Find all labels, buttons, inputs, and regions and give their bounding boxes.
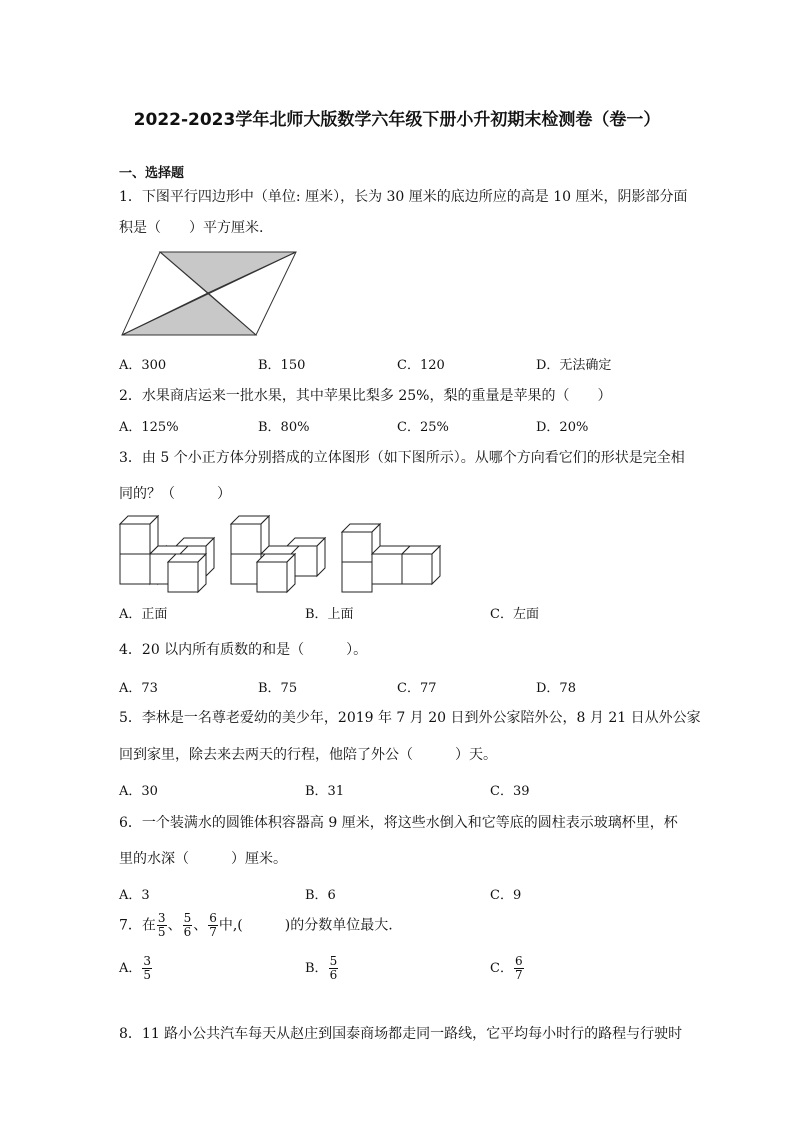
question-5-option-c[interactable]: C．39 — [490, 784, 530, 799]
question-4-option-d[interactable]: D．78 — [536, 681, 576, 696]
fraction-denominator: 7 — [514, 968, 523, 982]
question-4-option-a[interactable]: A．73 — [119, 681, 158, 696]
separator: 、 — [193, 917, 208, 934]
fraction-5-6 — [183, 912, 193, 939]
option-fraction — [142, 955, 152, 982]
question-7-prefix: 7．在 — [119, 917, 156, 934]
question-5-line-2: 回到家里，除去来去两天的行程，他陪了外公（ ）天。 — [119, 747, 497, 763]
fraction-numerator: 6 — [209, 911, 217, 925]
fraction-numerator: 3 — [143, 954, 152, 968]
question-6-option-c[interactable]: C．9 — [490, 888, 522, 903]
question-2-option-c[interactable]: C．25% — [397, 420, 449, 435]
question-3-option-c[interactable]: C．左面 — [490, 607, 539, 622]
question-2-line-1: 2．水果商店运来一批水果，其中苹果比梨多 25%，梨的重量是苹果的（ ） — [119, 388, 612, 404]
question-3-line-1: 3．由 5 个小正方体分别搭成的立体图形（如下图所示）。从哪个方向看它们的形状是完全相 — [119, 450, 685, 466]
fraction-numerator: 5 — [183, 911, 192, 925]
question-6-option-b[interactable]: B．6 — [305, 888, 336, 903]
question-5-option-a[interactable]: A．30 — [119, 784, 158, 799]
question-7-option-a[interactable] — [119, 955, 153, 982]
question-1-option-b[interactable]: B．150 — [258, 358, 306, 373]
question-5-line-1: 5．李林是一名尊老爱幼的美少年，2019 年 7 月 20 日到外公家陪外公，8 月 21 日从外公家 — [119, 710, 701, 726]
question-1-option-a[interactable]: A．300 — [119, 358, 167, 373]
question-3-line-2: 同的？（ ） — [119, 486, 231, 502]
shaded-triangle-bottom — [122, 293, 256, 335]
question-2-option-d[interactable]: D．20% — [536, 420, 589, 435]
option-fraction — [329, 955, 339, 982]
question-6-line-1: 6．一个装满水的圆锥体积容器高 9 厘米，将这些水倒入和它等底的圆柱表示玻璃杯里，杯 — [119, 815, 678, 831]
separator: 、 — [167, 917, 182, 934]
parallelogram-figure — [118, 250, 300, 340]
question-7-option-c[interactable] — [490, 955, 525, 982]
fraction-denominator: 7 — [209, 925, 217, 939]
question-6-line-2: 里的水深（ ）厘米。 — [119, 851, 287, 867]
fraction-6-7 — [208, 912, 218, 939]
fraction-numerator: 6 — [514, 954, 523, 968]
page-title: 2022-2023学年北师大版数学六年级下册小升初期末检测卷（卷一） — [133, 110, 661, 130]
question-7-line-1 — [119, 912, 393, 939]
option-label: C． — [490, 961, 513, 976]
option-fraction — [514, 955, 524, 982]
fraction-denominator: 6 — [183, 925, 192, 939]
fraction-numerator: 3 — [157, 911, 166, 925]
question-1-line-1: 1．下图平行四边形中（单位: 厘米），长为 30 厘米的底边所应的高是 10 厘米，阴影部分面 — [119, 189, 688, 205]
question-7-option-b[interactable] — [305, 955, 339, 982]
shaded-triangle-top — [160, 252, 296, 293]
question-7-suffix: 中,( )的分数单位最大. — [218, 917, 393, 934]
question-4-line-1: 4．20 以内所有质数的和是（ ）。 — [119, 642, 368, 658]
section-heading: 一、选择题 — [119, 166, 185, 181]
question-8-line-1: 8．11 路小公共汽车每天从赵庄到国泰商场都走同一路线，它平均每小时行的路程与行驶时 — [119, 1026, 683, 1042]
fraction-denominator: 5 — [157, 925, 166, 939]
fraction-denominator: 6 — [329, 968, 338, 982]
option-label: B． — [305, 961, 328, 976]
fraction-3-5 — [157, 912, 167, 939]
question-3-option-a[interactable]: A．正面 — [119, 607, 168, 622]
cube-figure-3 — [340, 522, 450, 594]
option-label: A． — [119, 961, 142, 976]
question-1-line-2: 积是（ ）平方厘米. — [119, 220, 264, 236]
cube-figure-1 — [118, 514, 218, 594]
question-1-option-d[interactable]: D．无法确定 — [536, 358, 612, 373]
question-4-option-b[interactable]: B．75 — [258, 681, 298, 696]
cube-figure-2 — [229, 514, 329, 594]
question-5-option-b[interactable]: B．31 — [305, 784, 345, 799]
question-1-option-c[interactable]: C．120 — [397, 358, 445, 373]
fraction-numerator: 5 — [329, 954, 338, 968]
question-3-option-b[interactable]: B．上面 — [305, 607, 354, 622]
question-4-option-c[interactable]: C．77 — [397, 681, 437, 696]
question-6-option-a[interactable]: A．3 — [119, 888, 150, 903]
question-2-option-b[interactable]: B．80% — [258, 420, 310, 435]
fraction-denominator: 5 — [143, 968, 152, 982]
question-2-option-a[interactable]: A．125% — [119, 420, 179, 435]
